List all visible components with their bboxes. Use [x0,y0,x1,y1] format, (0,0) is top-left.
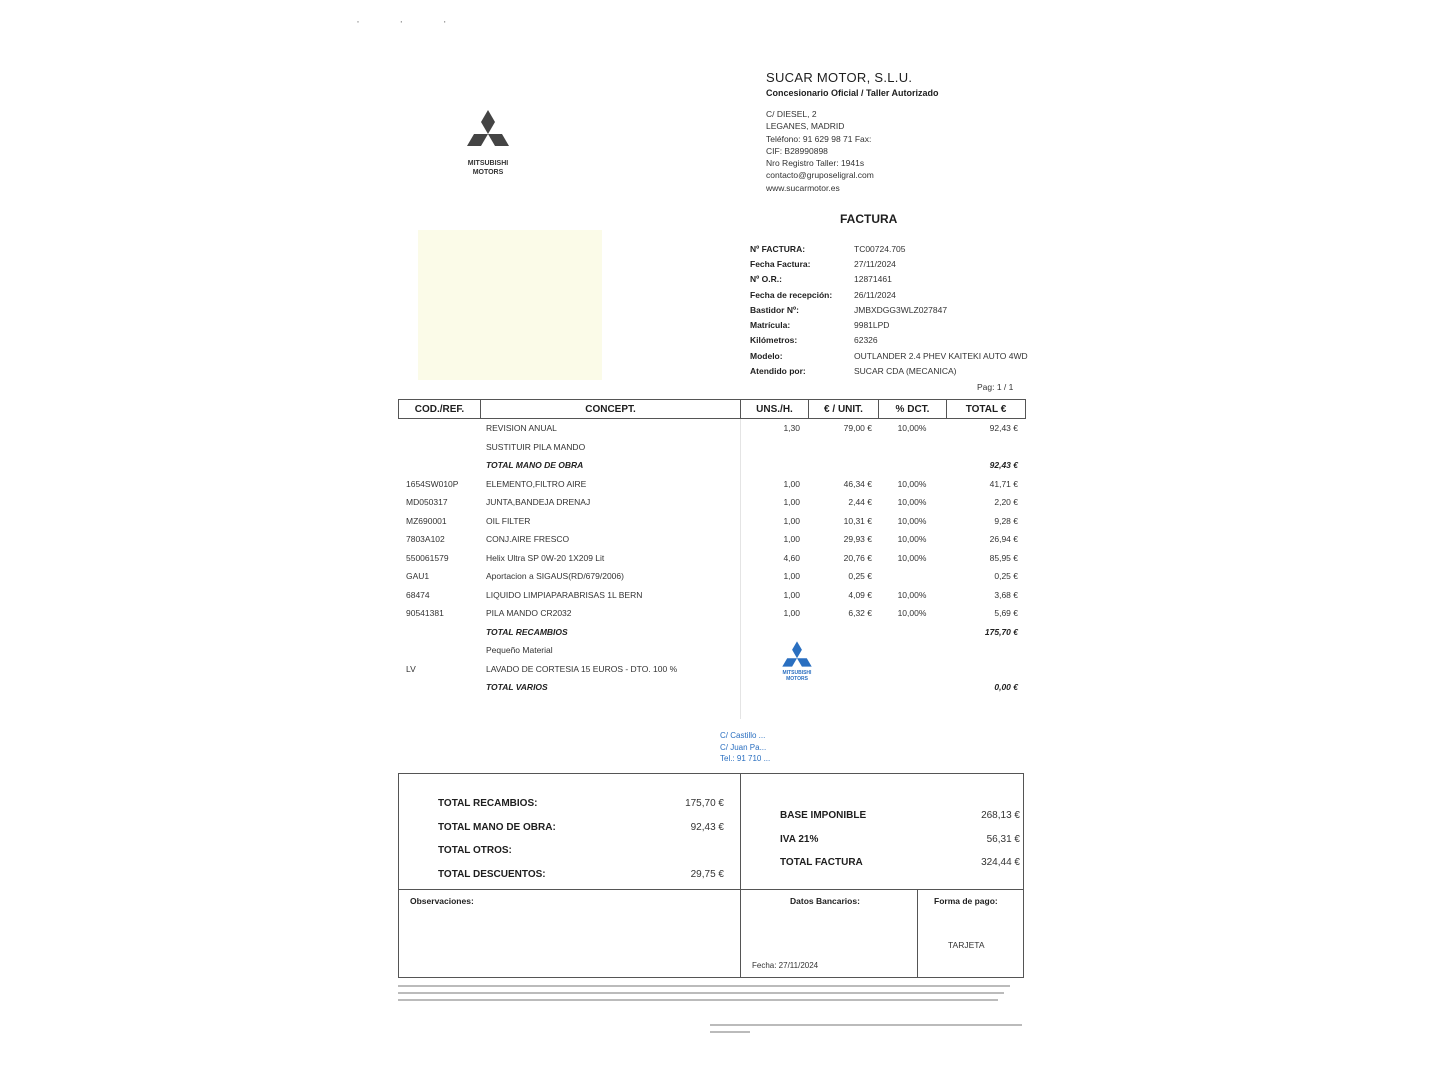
cell-total: 41,71 € [989,478,1018,489]
col-total: TOTAL € [965,403,1007,415]
base-imponible-row: BASE IMPONIBLE 268,13 € [780,810,1020,822]
cell-unit: 46,34 € [843,478,872,489]
cell-dct: 10,00% [897,478,927,489]
cell-concept: JUNTA,BANDEJA DRENAJ [486,497,591,508]
stamp-diamonds-icon [776,640,818,668]
company-address: C/ DIESEL, 2 LEGANES, MADRID Teléfono: 91 629 98 71 Fax: CIF: B28990898 Nro Registro Taller: 1941s contacto@gruposeligral.com www.sucarmotor.es [766,109,874,193]
cell-total: 9,28 € [994,515,1018,526]
scan-marks: · · · [356,14,465,28]
cell-cod: 90541381 [406,608,444,619]
table-row [398,660,1026,679]
forma-pago-value: TARJETA [948,940,985,950]
invoice-info-label: Nº O.R.: [750,274,782,285]
cell-uns: 1,30 [783,423,800,434]
cell-unit: 29,93 € [843,534,872,545]
invoice-info-label: Bastidor Nº: [750,304,799,315]
table-subtotal-row [398,623,1026,642]
cell-cod: GAU1 [406,571,430,582]
table-row [398,493,1026,512]
cell-cod: 68474 [406,589,430,600]
dealer-stamp [720,640,860,765]
company-header [766,70,939,194]
table-row [398,438,1026,457]
cell-dct: 10,00% [897,589,927,600]
invoice-info-label: Nº FACTURA: [750,243,806,254]
page-number: Pag: 1 / 1 [977,382,1014,392]
cell-uns: 1,00 [783,515,800,526]
stamp-text: C/ Castillo ... C/ Juan Pa... Tel.: 91 710 ... [720,731,771,764]
document-title: FACTURA [840,212,898,226]
cell-cod: 7803A102 [406,534,445,545]
invoice-info-value: 26/11/2024 [854,289,896,300]
cell-uns: 1,00 [783,497,800,508]
cell-cod: 550061579 [406,552,449,563]
totals-left [438,792,724,886]
invoice-info-row [750,241,1028,256]
col-units: UNS./H. [741,400,809,418]
cell-concept: TOTAL MANO DE OBRA [486,460,584,471]
cell-uns: 1,00 [783,478,800,489]
cell-concept: LIQUIDO LIMPIAPARABRISAS 1L BERN [486,589,643,600]
footer-box [398,890,1024,978]
cell-concept: PILA MANDO CR2032 [486,608,572,619]
company-name: SUCAR MOTOR, S.L.U. [766,70,913,85]
cell-total: 92,43 € [989,423,1018,434]
cell-dct: 10,00% [897,515,927,526]
table-row [398,512,1026,531]
cell-unit: 10,31 € [843,515,872,526]
cell-cod: MD050317 [406,497,448,508]
cell-dct: 10,00% [897,552,927,563]
table-row [398,641,1026,660]
table-row [398,475,1026,494]
cell-concept: Aportacion a SIGAUS(RD/679/2006) [486,571,624,582]
invoice-info-row [750,256,1028,271]
cell-total: 0,00 € [994,682,1018,693]
items-table [398,399,1026,697]
illegible-registry-lines [710,1022,1030,1036]
cell-dct: 10,00% [897,608,927,619]
cell-unit: 79,00 € [843,423,872,434]
invoice-info-value: 27/11/2024 [854,258,896,269]
cell-total: 175,70 € [984,626,1018,637]
invoice-info-value: TC00724.705 [854,243,906,254]
logo-text: MITSUBISHI MOTORS [467,160,509,176]
invoice-info-label: Fecha Factura: [750,258,811,269]
cell-unit: 4,09 € [848,589,872,600]
cell-concept: SUSTITUIR PILA MANDO [486,441,586,452]
cell-uns: 4,60 [783,552,800,563]
cell-unit: 0,25 € [848,571,872,582]
invoice-info-label: Fecha de recepción: [750,289,833,300]
cell-concept: TOTAL RECAMBIOS [486,626,568,637]
invoice-info-value: SUCAR CDA (MECANICA) [854,366,957,377]
invoice-info-label: Kilómetros: [750,335,798,346]
cell-concept: Helix Ultra SP 0W-20 1X209 Lit [486,552,605,563]
invoice-info-row [750,302,1028,317]
cell-uns: 1,00 [783,608,800,619]
total-recambios-row: TOTAL RECAMBIOS: 175,70 € [438,798,724,810]
cell-cod: LV [406,663,416,674]
stamp-logo-text: MITSUBISHI MOTORS [782,670,812,682]
cell-total: 26,94 € [989,534,1018,545]
table-header [398,399,1026,419]
col-unit-price: € / UNIT. [809,400,879,418]
cell-uns: 1,00 [783,534,800,545]
invoice-info-value: 9981LPD [854,320,890,331]
illegible-text-lines [398,983,1020,1007]
cell-unit: 20,76 € [843,552,872,563]
cell-concept: OIL FILTER [486,515,531,526]
invoice-info-value: 12871461 [854,274,892,285]
invoice-info-row [750,363,1028,378]
invoice-info-value: OUTLANDER 2.4 PHEV KAITEKI AUTO 4WD [854,350,1028,361]
forma-pago-label: Forma de pago: [934,896,998,906]
cell-total: 92,43 € [989,460,1018,471]
table-row [398,567,1026,586]
totals-divider [740,773,741,890]
cell-uns: 1,00 [783,571,800,582]
invoice-info-value: JMBXDGG3WLZ027847 [854,304,948,315]
cell-concept: REVISION ANUAL [486,423,557,434]
cell-total: 3,68 € [994,589,1018,600]
cell-concept: ELEMENTO,FILTRO AIRE [486,478,587,489]
col-discount: % DCT. [879,400,947,418]
cell-dct: 10,00% [897,423,927,434]
total-descuentos-row: TOTAL DESCUENTOS: 29,75 € [438,868,724,880]
cell-total: 5,69 € [994,608,1018,619]
invoice-info-row [750,333,1028,348]
table-row [398,530,1026,549]
brand-logo [460,108,516,177]
total-mano-obra-row: TOTAL MANO DE OBRA: 92,43 € [438,821,724,833]
cell-concept: CONJ.AIRE FRESCO [486,534,570,545]
invoice-info-row [750,272,1028,287]
cell-unit: 2,44 € [848,497,872,508]
invoice-info-row [750,317,1028,332]
invoice-info-label: Matrícula: [750,320,791,331]
mitsubishi-diamonds-icon [460,108,516,154]
total-otros-row: TOTAL OTROS: [438,845,512,857]
invoice-info [750,241,1028,379]
redacted-address-area [418,230,602,380]
cell-concept: TOTAL VARIOS [486,682,548,693]
table-row [398,549,1026,568]
observaciones-label: Observaciones: [410,896,474,906]
total-factura-row: TOTAL FACTURA 324,44 € [780,857,1020,869]
footer-divider-2 [917,890,918,978]
registry-fine-print [710,1022,1030,1039]
legal-fine-print [398,983,1020,1010]
cell-cod: 1654SW010P [406,478,459,489]
cell-unit: 6,32 € [848,608,872,619]
col-cod-ref: COD./REF. [399,400,481,418]
cell-total: 85,95 € [989,552,1018,563]
cell-cod: MZ690001 [406,515,447,526]
cell-dct: 10,00% [897,497,927,508]
col-concept: CONCEPT. [481,400,741,418]
iva-row: IVA 21% 56,31 € [780,833,1020,845]
table-subtotal-row [398,678,1026,697]
totals-right [780,804,1020,875]
cell-concept: Pequeño Material [486,645,553,656]
datos-bancarios-label: Datos Bancarios: [790,896,860,906]
table-subtotal-row [398,456,1026,475]
table-row [398,604,1026,623]
invoice-info-label: Modelo: [750,350,783,361]
cell-uns: 1,00 [783,589,800,600]
cell-concept: LAVADO DE CORTESIA 15 EUROS - DTO. 100 % [486,663,678,674]
company-subtitle: Concesionario Oficial / Taller Autorizado [766,88,939,98]
invoice-info-row [750,348,1028,363]
footer-divider-1 [740,890,741,978]
invoice-info-label: Atendido por: [750,366,806,377]
footer-date: Fecha: 27/11/2024 [752,961,819,970]
invoice-info-row [750,287,1028,302]
cell-total: 2,20 € [994,497,1018,508]
cell-total: 0,25 € [994,571,1018,582]
cell-dct: 10,00% [897,534,927,545]
table-row [398,419,1026,438]
invoice-info-value: 62326 [854,335,878,346]
table-row [398,586,1026,605]
table-body [398,419,1026,697]
